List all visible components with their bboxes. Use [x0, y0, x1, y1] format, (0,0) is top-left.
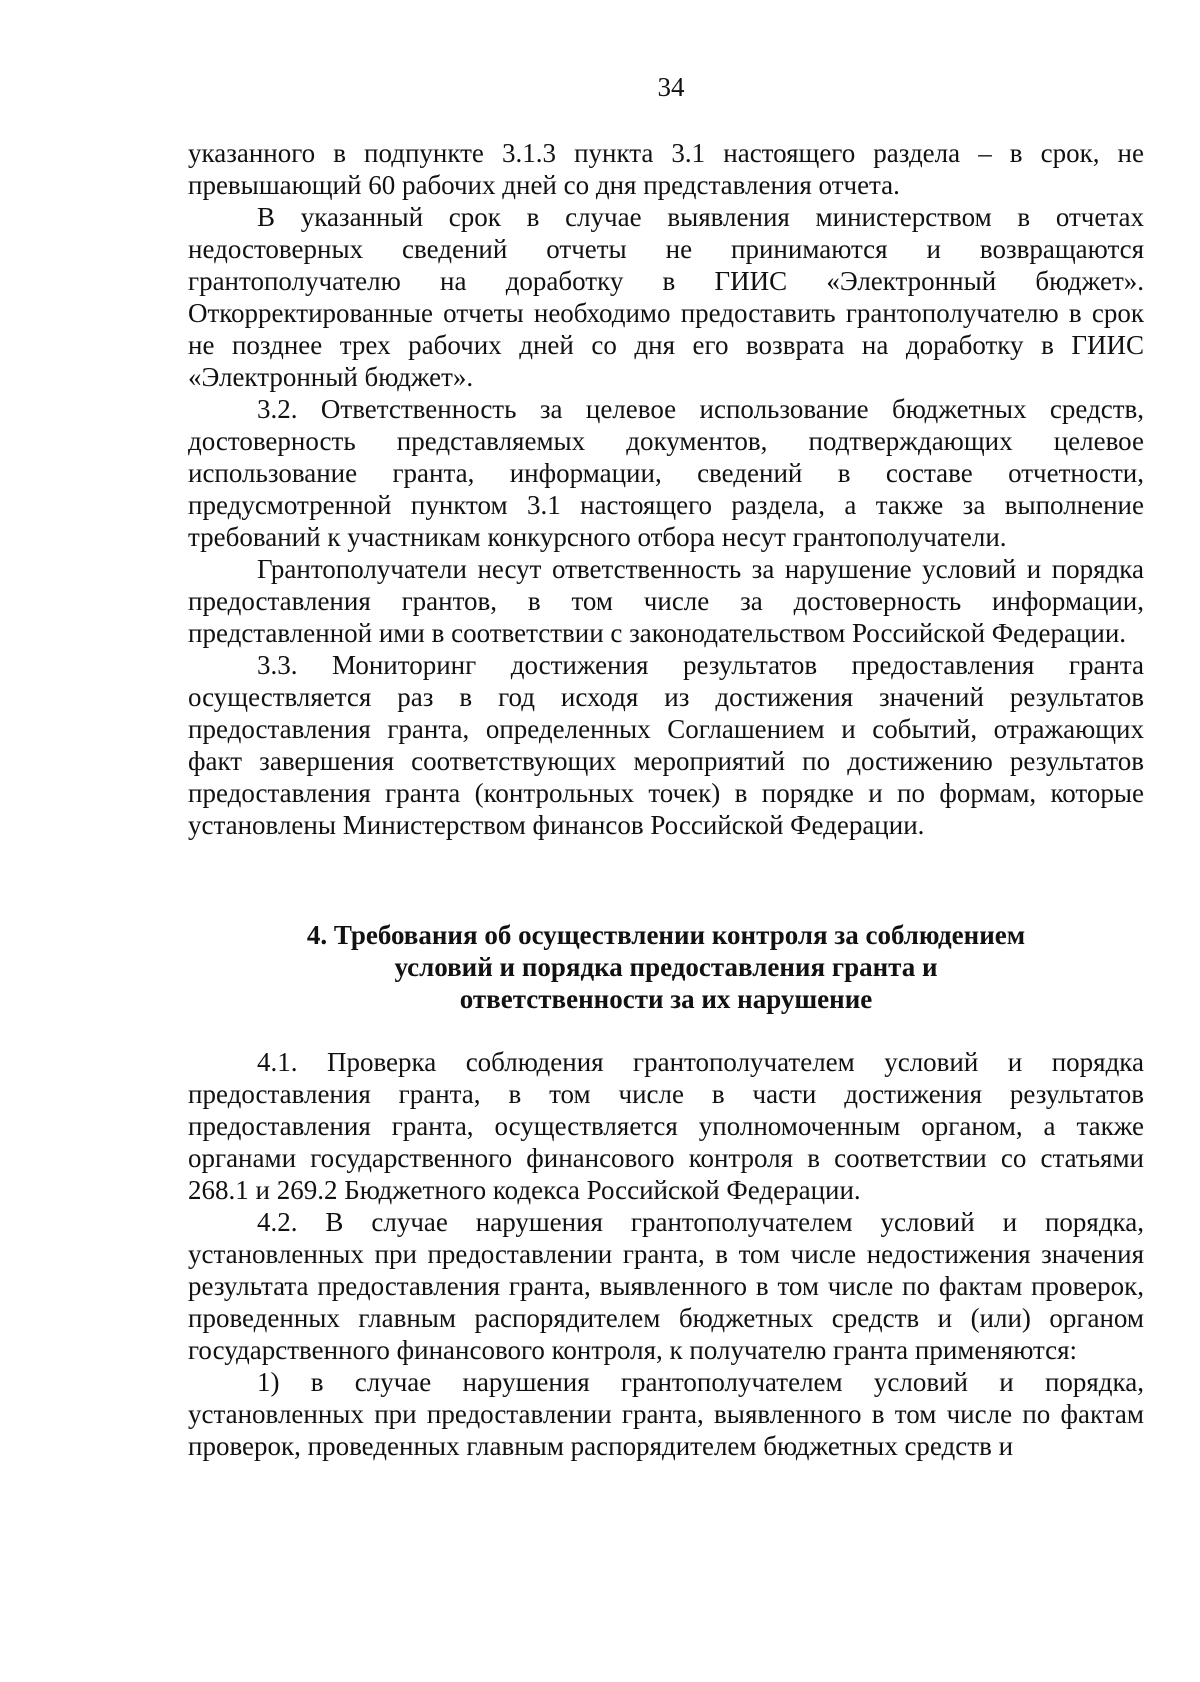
page-number: 34 [657, 72, 685, 102]
paragraph-continuation: указанного в подпункте 3.1.3 пункта 3.1 настоящего раздела – в срок, не превышающий 60 рабочих дней со дня представления отчета. [188, 138, 1144, 200]
heading-line: 4. Требования об осуществлении контроля за соблюдением [306, 920, 1026, 950]
document-body [188, 137, 1144, 1462]
paragraph-4-2-item-1: 1) в случае нарушения грантополучателем условий и порядка, установленных при предоставлении гранта, выявленного в том числе по фактам проверок, проведенных главным распорядителем бюджетных средств и [188, 1367, 1144, 1461]
heading-line: условий и порядка предоставления гранта и [394, 952, 938, 982]
heading-line: ответственности за их нарушение [459, 984, 873, 1014]
section-4-heading [188, 919, 1144, 1015]
paragraph-report-correction: В указанный срок в случае выявления министерством в отчетах недостоверных сведений отчеты не принимаются и возвращаются грантополучателю на доработку в ГИИС «Электронный бюджет». Откорректированные отчеты необходимо предоставить грантополучателю в срок не позднее трех рабочих дней со дня его возврата на доработку в ГИИС «Электронный бюджет». [188, 202, 1144, 392]
paragraph-3-2: 3.2. Ответственность за целевое использование бюджетных средств, достоверность представляемых документов, подтверждающих целевое использование гранта, информации, сведений в составе отчетности, предусмотренной пунктом 3.1 настоящего раздела, а также за выполнение требований к участникам конкурсного отбора несут грантополучатели. [188, 394, 1144, 552]
paragraph-4-1: 4.1. Проверка соблюдения грантополучателем условий и порядка предоставления гранта, в том числе в части достижения результатов предоставления гранта, осуществляется уполномоченным органом, а также органами государственного финансового контроля в соответствии со статьями 268.1 и 269.2 Бюджетного кодекса Российской Федерации. [188, 1047, 1144, 1205]
paragraph-grantee-responsibility: Грантополучатели несут ответственность за нарушение условий и порядка предоставления грантов, в том числе за достоверность информации, представленной ими в соответствии с законодательством Российской Федерации. [188, 554, 1144, 648]
spacer [188, 1015, 1144, 1046]
paragraph-3-3: 3.3. Мониторинг достижения результатов предоставления гранта осуществляется раз в год исходя из достижения значений результатов предоставления гранта, определенных Соглашением и событий, отражающих факт завершения соответствующих мероприятий по достижению результатов предоставления гранта (контрольных точек) в порядке и по формам, которые установлены Министерством финансов Российской Федерации. [188, 650, 1144, 840]
spacer [188, 841, 1144, 919]
paragraph-4-2: 4.2. В случае нарушения грантополучателем условий и порядка, установленных при предоставлении гранта, в том числе недостижения значения результата предоставления гранта, выявленного в том числе по фактам проверок, проведенных главным распорядителем бюджетных средств и (или) органом государственного финансового контроля, к получателю гранта применяются: [188, 1207, 1144, 1365]
